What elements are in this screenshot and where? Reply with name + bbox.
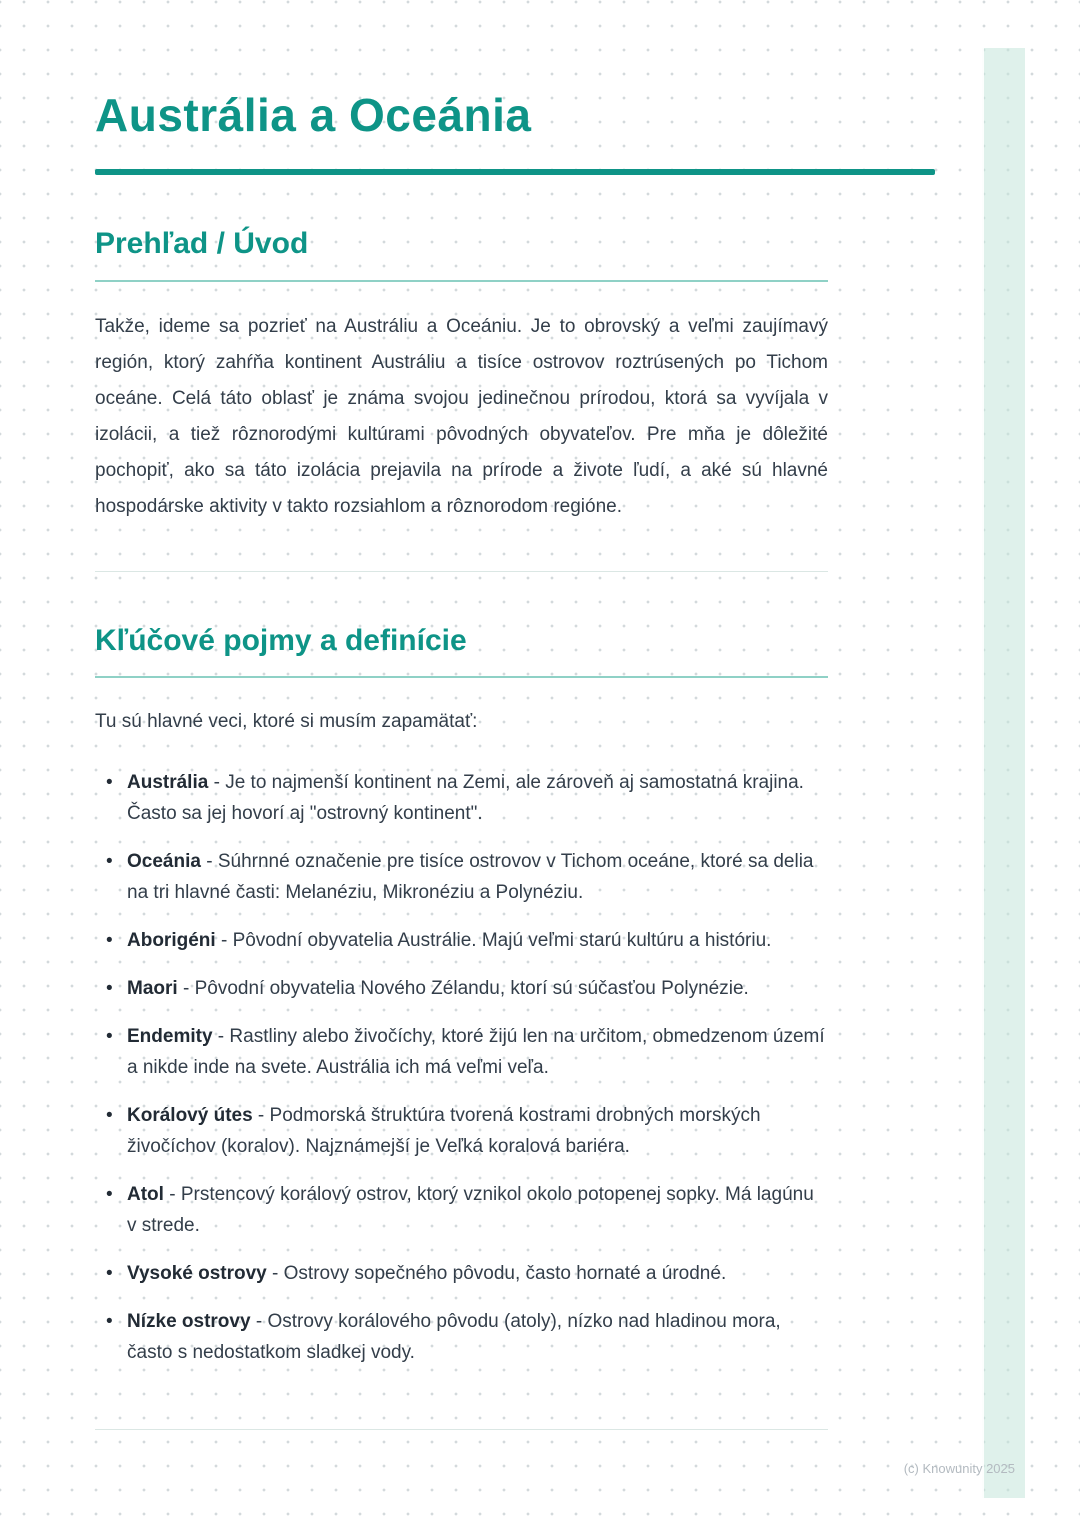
term-list-item: [95, 973, 828, 1004]
term-name: Maori: [127, 978, 178, 1000]
term-list-item: [95, 767, 828, 829]
term-definition: Pôvodní obyvatelia Austrálie. Majú veľmi starú kultúru a históriu.: [232, 930, 772, 952]
term-name: Korálový útes: [127, 1105, 253, 1127]
overview-paragraph: Takže, ideme sa pozrieť na Austráliu a Oceániu. Je to obrovský a veľmi zaujímavý región, ktorý zahŕňa kontinent Austráliu a tisíce ostrovov roztrúsených po Tichom oceáne. Celá táto oblasť je známa svojou jedinečnou prírodou, ktorá sa vyvíjala v izolácii, a tiež rôznorodými kultúrami pôvodných obyvateľov. Pre mňa je dôležité pochopiť, ako sa táto izolácia prejavila na prírode a živote ľudí, a aké sú hlavné hospodárske aktivity v takto rozsiahlom a rôznorodom regióne.: [95, 315, 828, 517]
term-separator: -: [163, 1184, 181, 1206]
right-margin-strip: [982, 48, 1025, 1498]
key-terms-list: [95, 767, 828, 1368]
term-definition: Ostrovy sopečného pôvodu, často hornaté a úrodné.: [283, 1263, 727, 1285]
term-separator: -: [212, 1026, 230, 1048]
term-separator: -: [208, 772, 226, 794]
term-list-item: [95, 1258, 828, 1289]
term-name: Nízke ostrovy: [127, 1311, 251, 1333]
term-definition: Prstencový korálový ostrov, ktorý vznikol okolo potopenej sopky. Má lagúnu v strede.: [127, 1184, 814, 1237]
page-title: Austrália a Oceánia: [95, 89, 532, 141]
term-list-item: [95, 846, 828, 908]
footer-credit: (c) Knowunity 2025: [903, 1461, 1015, 1476]
term-list-item: [95, 1021, 828, 1083]
term-separator: -: [215, 930, 233, 952]
term-separator: -: [252, 1105, 270, 1127]
section-underline: [95, 676, 828, 678]
section-heading-key-terms: Kľúčové pojmy a definície: [95, 623, 467, 657]
term-definition: Pôvodní obyvatelia Nového Zélandu, ktorí sú súčasťou Polynézie.: [194, 978, 749, 1000]
title-rule: [95, 169, 935, 175]
term-list-item: [95, 925, 828, 956]
term-definition: Ostrovy korálového pôvodu (atoly), nízko nad hladinou mora, často s nedostatkom sladkej vody.: [127, 1311, 781, 1364]
term-list-item: [95, 1100, 828, 1162]
term-name: Atol: [127, 1184, 164, 1206]
term-list-item: [95, 1306, 828, 1368]
footer-divider: [95, 1429, 828, 1430]
term-name: Austrália: [127, 772, 209, 794]
section-heading-overview: Prehľad / Úvod: [95, 227, 309, 261]
term-name: Endemity: [127, 1026, 213, 1048]
term-separator: -: [266, 1263, 284, 1285]
term-list-item: [95, 1179, 828, 1241]
term-definition: Súhrnné označenie pre tisíce ostrovov v Tichom oceáne, ktoré sa delia na tri hlavné časti: Melanéziu, Mikronéziu a Polynéziu.: [127, 851, 814, 904]
term-separator: -: [200, 851, 218, 873]
term-separator: -: [250, 1311, 268, 1333]
term-definition: Je to najmenší kontinent na Zemi, ale zároveň aj samostatná krajina. Často sa jej hovorí aj "ostrovný kontinent".: [127, 772, 804, 825]
term-definition: Rastliny alebo živočíchy, ktoré žijú len na určitom, obmedzenom území a nikde inde na svete. Austrália ich má veľmi veľa.: [127, 1026, 825, 1079]
term-separator: -: [177, 978, 195, 1000]
term-name: Vysoké ostrovy: [127, 1263, 267, 1285]
term-name: Aborigéni: [127, 930, 216, 952]
section-divider: [95, 571, 828, 572]
term-definition: Podmorská štruktúra tvorená kostrami drobných morských živočíchov (koralov). Najznámejší je Veľká koralová bariéra.: [127, 1105, 761, 1158]
term-name: Oceánia: [127, 851, 201, 873]
key-terms-intro: Tu sú hlavné veci, ktoré si musím zapamätať:: [95, 711, 478, 733]
section-underline: [95, 280, 828, 282]
